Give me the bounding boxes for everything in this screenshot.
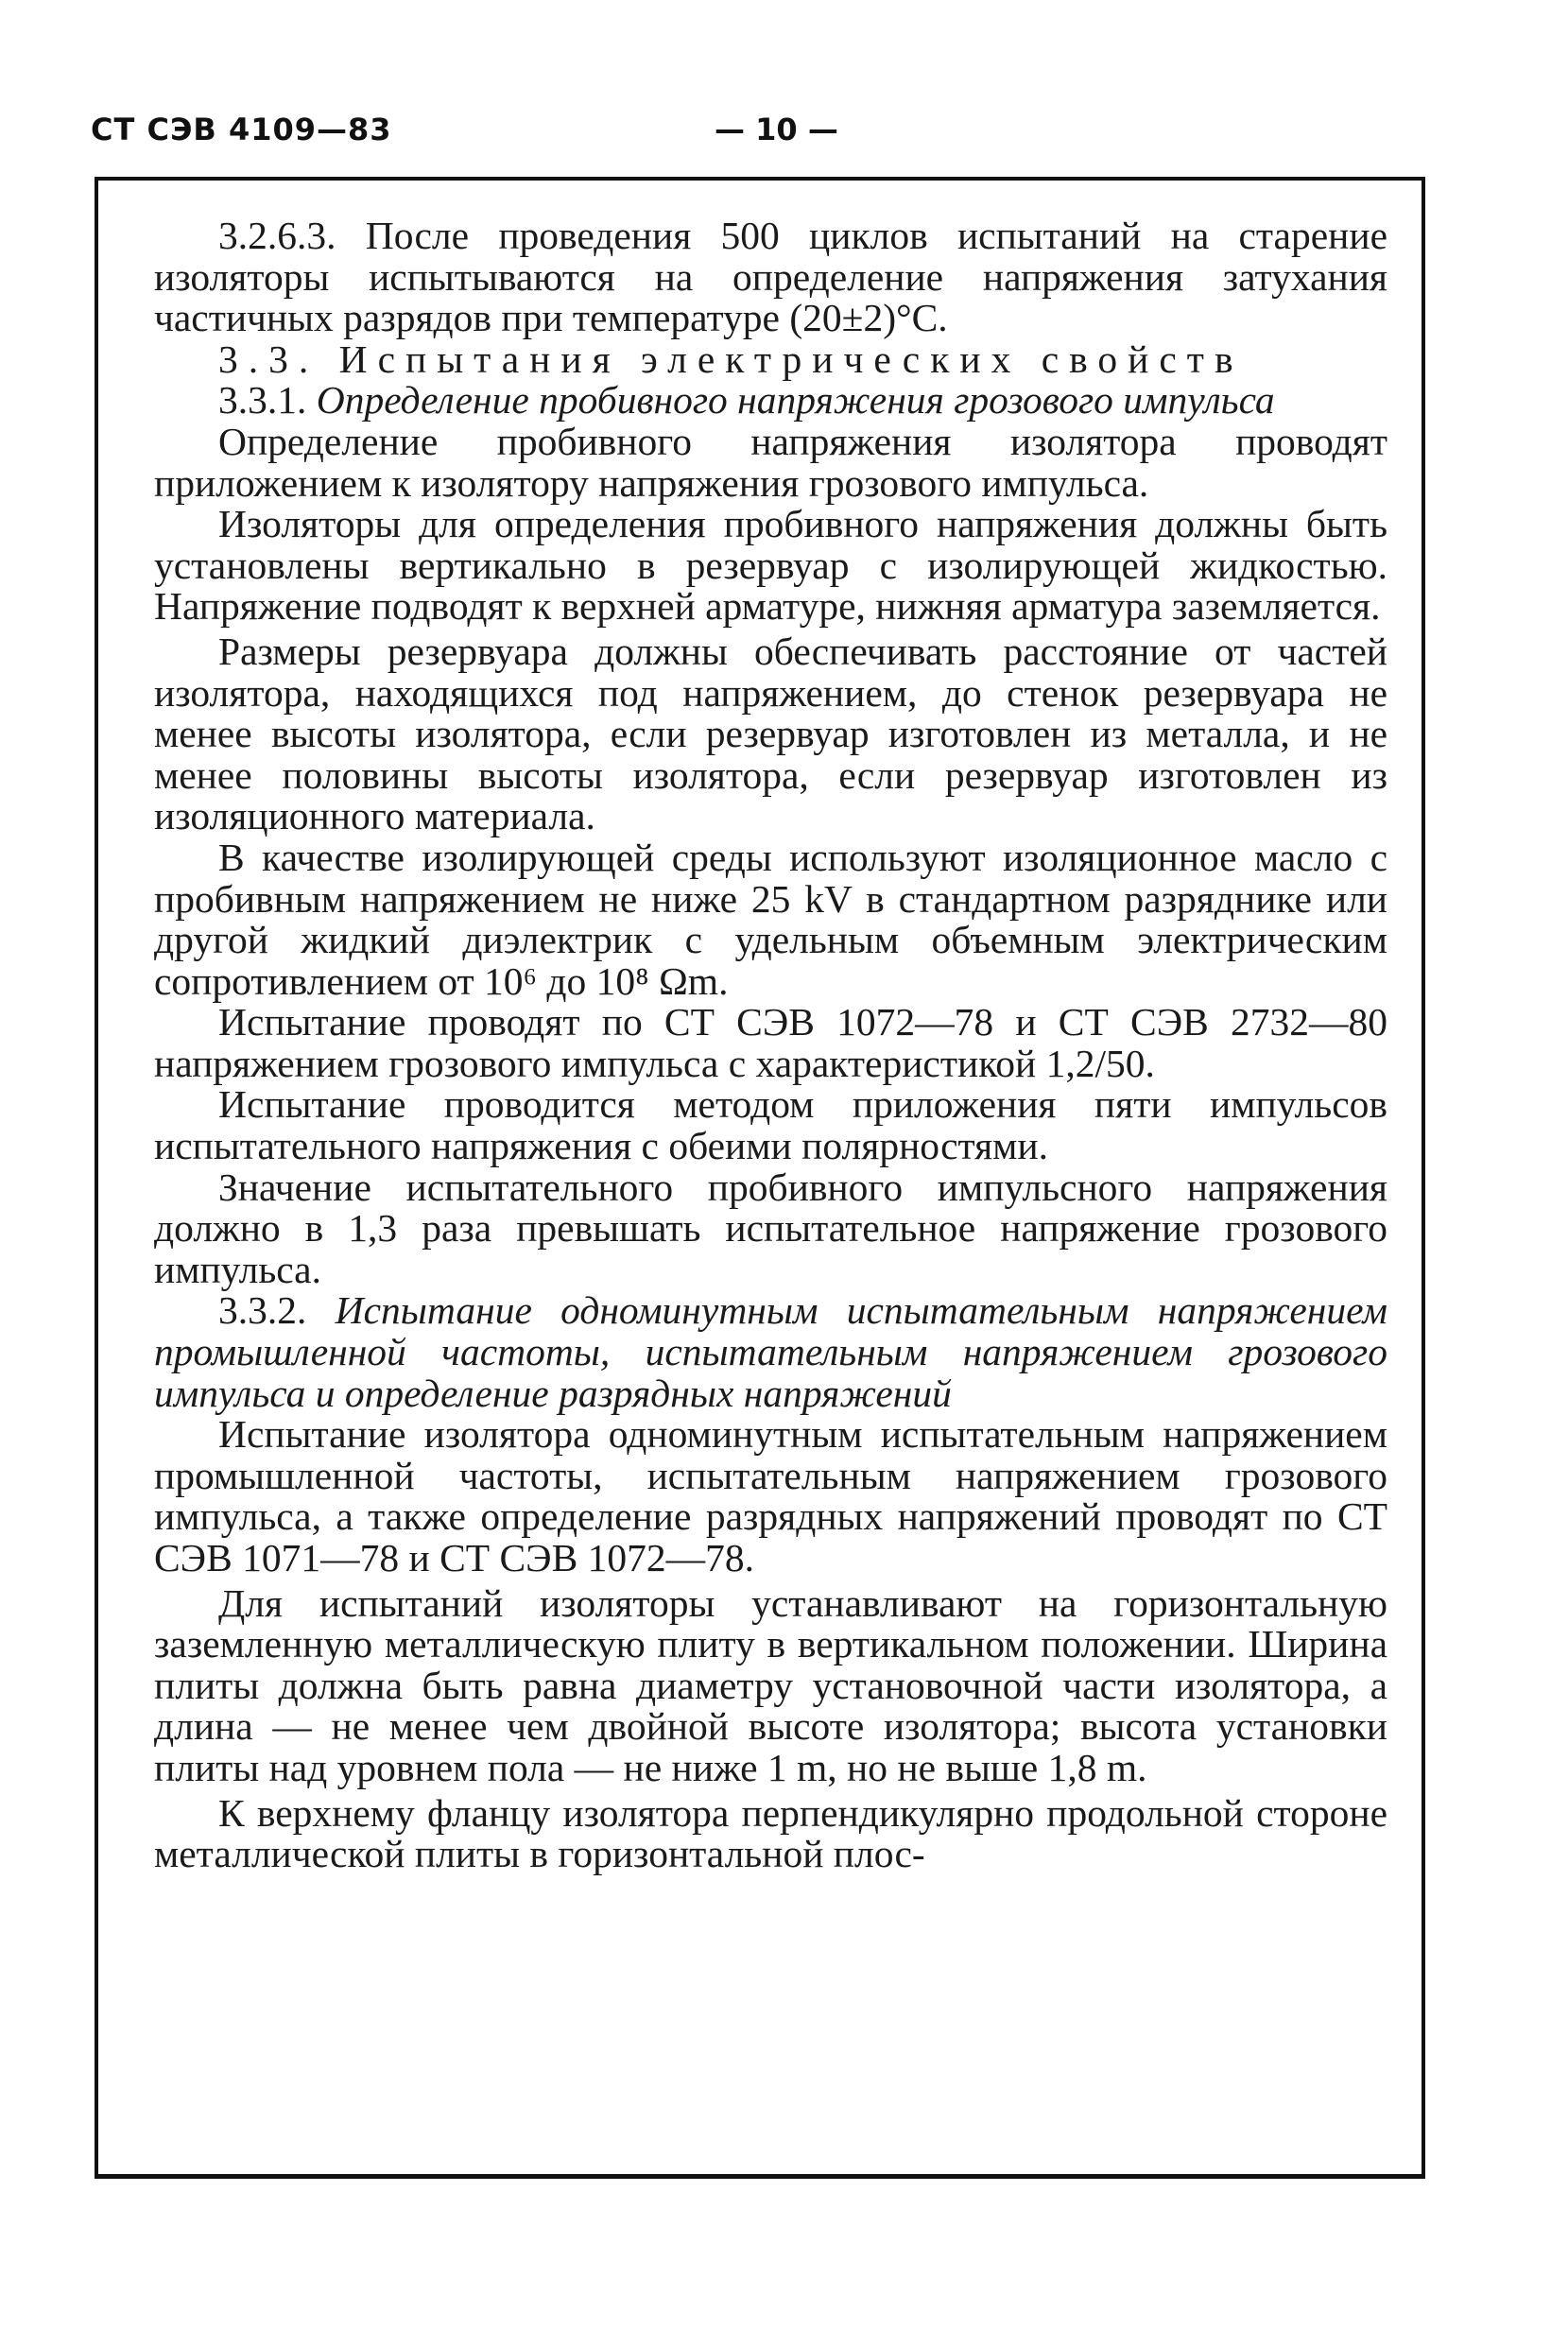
section-title: Испытание одноминутным испытательным напряжением промышленной частоты, испытательным напряжением грозового импульса и определение разрядных напряжений	[154, 1288, 1388, 1415]
paragraph: Размеры резервуара должны обеспечивать расстояние от частей изолятора, находящихся под напряжением, до стенок резервуара не менее высоты изолятора, если резервуар изготовлен из металла, и не менее половины высоты изолятора, если резервуар изготовлен из изоляционного материала.	[154, 629, 1387, 838]
section-number: 3.3.1.	[218, 378, 307, 423]
paragraph-3-2-6-3: 3.2.6.3. После проведения 500 циклов испытаний на старение изоляторы испытываются на определение напряжения затухания частичных разрядов при температуре (20±2)°С.	[154, 214, 1387, 340]
paragraph: Определение пробивного напряжения изолятора проводят приложением к изолятору напряжения грозового импульса.	[154, 419, 1387, 505]
page-number: — 10 —	[715, 112, 838, 147]
section-title: Определение пробивного напряжения грозового импульса	[316, 378, 1275, 423]
paragraph: Изоляторы для определения пробивного напряжения должны быть установлены вертикально в резервуар с изолирующей жидкостью. Напряжение подводят к верхней арматуре, нижняя арматура заземляется.	[154, 502, 1387, 629]
paragraph: Для испытаний изоляторы устанавливают на горизонтальную заземленную металлическую плиту в вертикальном положении. Ширина плиты должна быть равна диаметру установочной части изолятора, а длина — не менее чем двойной высоте изолятора; высота установки плиты над уровнем пола — не ниже 1 m, но не выше 1,8 m.	[154, 1580, 1387, 1789]
section-number: 3.3.2.	[218, 1288, 307, 1333]
section-heading-3-3-2	[154, 1290, 1387, 1414]
paragraph: Испытание проводится методом приложения пяти импульсов испытательного напряжения с обеими полярностями.	[154, 1082, 1387, 1168]
document-code: СТ СЭВ 4109—83	[91, 112, 392, 147]
paragraph: В качестве изолирующей среды используют изоляционное масло с пробивным напряжением не ниже 25 kV в стандартном разряднике или другой жидкий диэлектрик с удельным объемным электрическим сопротивлением от 10⁶ до 10⁸ Ωm.	[154, 835, 1387, 1003]
section-heading-3-3: 3.3. Испытания электрических свойств	[218, 337, 1244, 381]
paragraph: Значение испытательного пробивного импульсного напряжения должно в 1,3 раза превышать испытательное напряжение грозового импульса.	[154, 1165, 1387, 1291]
paragraph: Испытание проводят по СТ СЭВ 1072—78 и СТ СЭВ 2732—80 напряжением грозового импульса с характеристикой 1,2/50.	[154, 1000, 1387, 1085]
page-header	[91, 112, 1433, 168]
page-body	[154, 216, 1387, 1875]
paragraph: Испытание изолятора одноминутным испытательным напряжением промышленной частоты, испытательным напряжением грозового импульса, а также определение разрядных напряжений проводят по СТ СЭВ 1071—78 и СТ СЭВ 1072—78.	[154, 1412, 1387, 1579]
section-heading-3-3-1	[154, 380, 1387, 422]
paragraph: К верхнему фланцу изолятора перпендикулярно продольной стороне металлической плиты в горизонтальной плос-	[154, 1790, 1387, 1876]
